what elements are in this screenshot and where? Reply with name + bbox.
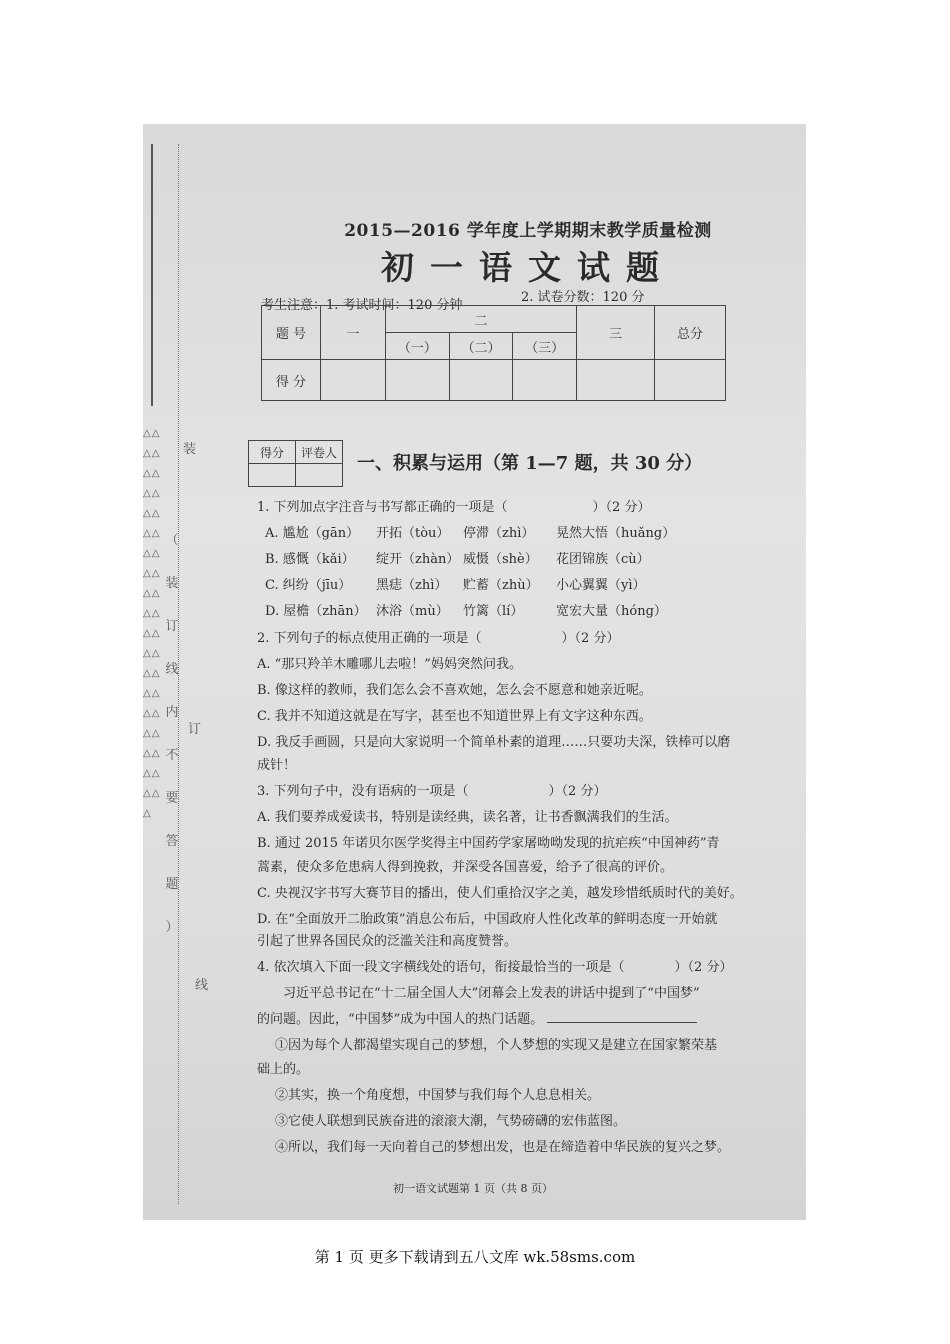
q1-option: 威慑（shè） — [463, 552, 538, 567]
score-cell[interactable] — [655, 360, 726, 401]
grader-name-cell[interactable] — [296, 464, 343, 487]
binding-char: 题 — [165, 877, 179, 892]
q3-option: D. 在“全面放开二胎政策”消息公布后，中国政府人性化改革的鲜明态度一开始就 — [257, 912, 718, 927]
notice-score: 2. 试卷分数：120 分 — [521, 290, 645, 305]
binding-char: 答 — [165, 834, 179, 849]
question-3 — [257, 780, 606, 799]
q1-option: 贮蓄（zhù） — [463, 578, 539, 593]
col-1: 一 — [321, 306, 386, 360]
grader-score-cell[interactable] — [249, 464, 296, 487]
q4-blank[interactable] — [547, 1022, 697, 1023]
q3-option: 蒿素，使众多危患病人得到挽救，并深受各国喜爱，给予了很高的评价。 — [257, 860, 674, 875]
q2-option: 成针！ — [257, 758, 297, 773]
scanned-exam-photo — [143, 124, 806, 1220]
score-cell[interactable] — [321, 360, 386, 401]
q1-option: 停滞（zhì） — [463, 526, 535, 541]
q4-item: ④所以，我们每一天向着自己的梦想出发，也是在缔造着中华民族的复兴之梦。 — [275, 1140, 731, 1155]
col-2: 二 — [386, 306, 577, 333]
col-3: 三 — [577, 306, 655, 360]
question-3-text: 3. 下列句子中，没有语病的一项是（ — [257, 784, 469, 799]
question-3-points: ）（2 分） — [548, 784, 607, 799]
q1-option: 绽开（zhàn） — [376, 552, 460, 567]
q1-option: 竹篱（lí） — [463, 604, 524, 619]
q4-passage: 习近平总书记在“十二届全国人大”闭幕会上发表的讲话中提到了“中国梦” — [283, 986, 700, 1001]
col-2-sub: （二） — [449, 333, 513, 360]
exam-subtitle: 2015—2016 学年度上学期期末教学质量检测 — [344, 221, 712, 241]
binding-instruction — [161, 519, 183, 949]
score-table — [261, 305, 726, 401]
score-label: 得 分 — [262, 360, 321, 401]
score-cell[interactable] — [577, 360, 655, 401]
q1-option: B. 感慨（kǎi） — [265, 552, 355, 567]
q3-option: A. 我们要养成爱读书，特别是读经典，读名著，让书香飘满我们的生活。 — [257, 810, 678, 825]
q1-option: 黑痣（zhì） — [376, 578, 448, 593]
q1-option: D. 屋檐（zhān） — [265, 604, 367, 619]
exam-title: 初一语文试题 — [381, 248, 675, 287]
binding-char: 线 — [165, 662, 179, 677]
q2-option: B. 像这样的教师，我们怎么会不喜欢她，怎么会不愿意和她亲近呢。 — [257, 683, 652, 698]
question-1-points: ）（2 分） — [592, 500, 651, 515]
q1-option: A. 尴尬（gān） — [265, 526, 360, 541]
page-footer: 第 1 页 更多下载请到五八文库 wk.58sms.com — [314, 1248, 636, 1266]
question-2-points: ）（2 分） — [561, 631, 620, 646]
q2-option: C. 我并不知道这就是在写字，甚至也不知道世界上有文字这种东西。 — [257, 709, 652, 724]
grader-label: 评卷人 — [296, 441, 343, 464]
score-cell[interactable] — [449, 360, 513, 401]
exam-page-number: 初一语文试题第 1 页（共 8 页） — [393, 1182, 553, 1195]
binding-zhuang: 装 — [183, 442, 197, 457]
q3-option: B. 通过 2015 年诺贝尔医学奖得主中国药学家屠呦呦发现的抗疟疾“中国神药”青 — [257, 836, 720, 851]
q4-item: ①因为每个人都渴望实现自己的梦想，个人梦想的实现又是建立在国家繁荣基 — [275, 1038, 718, 1053]
grader-score-label: 得分 — [249, 441, 296, 464]
q1-option: 小心翼翼（yì） — [556, 578, 646, 593]
col-2-sub: （一） — [386, 333, 450, 360]
q2-option: D. 我反手画圆，只是向大家说明一个简单朴素的道理……只要功夫深，铁棒可以磨 — [257, 735, 731, 750]
binding-char: 内 — [165, 705, 179, 720]
question-4-points: ）（2 分） — [674, 960, 733, 975]
q4-passage: 的问题。因此，“中国梦”成为中国人的热门话题。 — [257, 1008, 697, 1027]
binding-box — [143, 144, 153, 406]
q4-item: 础上的。 — [257, 1062, 310, 1077]
binding-char: ） — [165, 920, 179, 935]
question-2 — [257, 627, 619, 646]
binding-char: （ — [165, 533, 179, 548]
q4-item: ②其实，换一个角度想，中国梦与我们每个人息息相关。 — [275, 1088, 601, 1103]
row-label: 题 号 — [262, 306, 321, 360]
q3-option: C. 央视汉字书写大赛节目的播出，使人们重拾汉字之美，越发珍惜纸质时代的美好。 — [257, 886, 743, 901]
q4-item: ③它使人联想到民族奋进的滚滚大潮，气势磅礴的宏伟蓝图。 — [275, 1114, 627, 1129]
question-4-text: 4. 依次填入下面一段文字横线处的语句，衔接最恰当的一项是（ — [257, 960, 625, 975]
binding-char: 不 — [165, 748, 179, 763]
grader-box — [248, 440, 343, 487]
question-2-text: 2. 下列句子的标点使用正确的一项是（ — [257, 631, 482, 646]
binding-char: 要 — [165, 791, 179, 806]
q1-option: 开拓（tòu） — [376, 526, 450, 541]
q1-option: 沐浴（mù） — [376, 604, 449, 619]
section-1-heading: 一、积累与运用（第 1—7 题，共 30 分） — [357, 453, 703, 474]
triangle-column: △ △ △ △ △ △ △ △ △ △ △ △ △ △ △ △ △ △ △ △ △ △ △ △ △ △ △ △ △ △ △ △ △ △ △ △ △ △ △ — [143, 428, 159, 819]
binding-xian: 线 — [195, 978, 209, 993]
col-total: 总分 — [655, 306, 726, 360]
question-4 — [257, 956, 732, 975]
q2-option: A. “那只羚羊木雕哪儿去啦！”妈妈突然问我。 — [257, 657, 522, 672]
binding-char: 装 — [165, 576, 179, 591]
score-cell[interactable] — [386, 360, 450, 401]
q1-option: C. 纠纷（jīu） — [265, 578, 352, 593]
q3-option: 引起了世界各国民众的泛滥关注和高度赞誉。 — [257, 934, 518, 949]
question-1-text: 1. 下列加点字注音与书写都正确的一项是（ — [257, 500, 508, 515]
q1-option: 晃然大悟（huǎng） — [556, 526, 676, 541]
binding-char: 订 — [165, 619, 179, 634]
q1-option: 花团锦族（cù） — [556, 552, 650, 567]
score-cell[interactable] — [513, 360, 577, 401]
question-1 — [257, 496, 650, 515]
notice-time: 考生注意：1. 考试时间：120 分钟 — [261, 298, 463, 313]
q1-option: 宽宏大量（hóng） — [556, 604, 667, 619]
binding-margin — [143, 124, 209, 1220]
col-2-sub: （三） — [513, 333, 577, 360]
binding-ding: 订 — [188, 722, 202, 737]
